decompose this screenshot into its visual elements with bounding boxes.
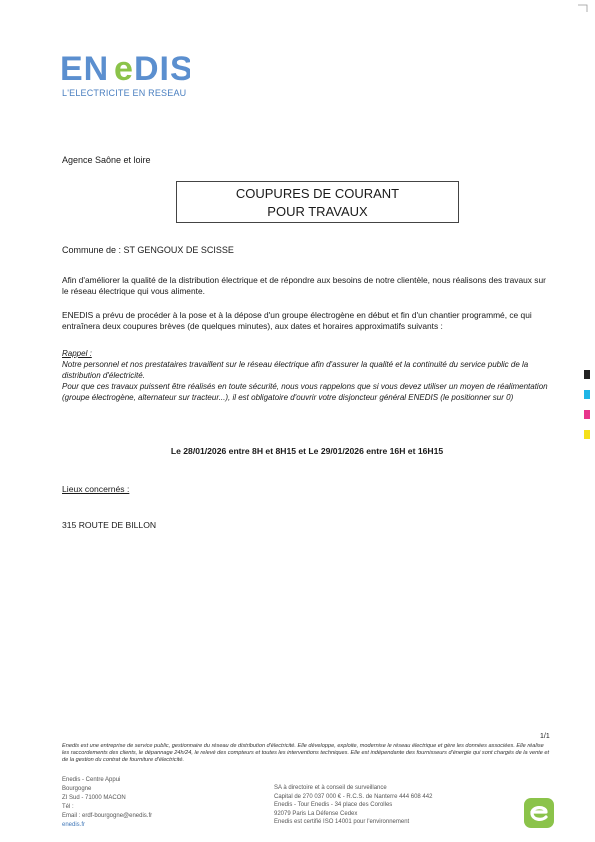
- print-color-bar-yellow: [584, 430, 590, 439]
- outage-dates: Le 28/01/2026 entre 8H et 8H15 et Le 29/01/2026 entre 16H et 16H15: [170, 446, 444, 456]
- outage-paragraph: ENEDIS a prévu de procéder à la pose et à la dépose d'un groupe électrogène en début et fin d'un chantier programmé, ce qui entraînera deux coupures brèves (de quelques minutes), aux dates et horaires approximatifs suivants :: [62, 310, 532, 331]
- footer-right-line-1: SA à directoire et à conseil de surveillance: [274, 785, 387, 791]
- page-number: 1/1: [540, 733, 550, 740]
- footer-left-line-1: Enedis - Centre Appui: [62, 777, 121, 783]
- rappel-title: Rappel :: [62, 349, 92, 358]
- logo-tagline: L'ELECTRICITE EN RESEAU: [62, 88, 187, 98]
- corner-print-mark: [578, 4, 588, 12]
- footer-company-info: [274, 784, 494, 827]
- legal-notice: Enedis est une entreprise de service public, gestionnaire du réseau de distribution d'électricité. Elle développe, exploite, modernise le réseau électrique et gère les données associées. Elle réalise les raccordements des clients, le dépannage 24h/24, le relevé des compteurs et toutes les interventions techniques. Elle est indépendante des fournisseurs d'énergie qui sont chargés de la vente et de la gestion du contrat de fourniture d'électricité.: [62, 743, 550, 763]
- footer-right-line-4: 92079 Paris La Défense Cedex: [274, 810, 358, 817]
- agence-label: Agence Saône et loire: [62, 155, 151, 165]
- commune-label: Commune de : ST GENGOUX DE SCISSE: [62, 245, 234, 255]
- title-line-1: COUPURES DE COURANT: [235, 186, 400, 201]
- footer-left-line-5: Email : erdf-bourgogne@enedis.fr: [62, 813, 153, 819]
- enedis-mark-icon: [524, 798, 554, 828]
- footer-contact: [62, 776, 262, 830]
- footer-left-line-3: ZI Sud - 71000 MACON: [62, 795, 126, 801]
- rappel-line-1: Notre personnel et nos prestataires travaillent sur le réseau électrique afin d'assurer la qualité et la continuité du service public de la distribution d'électricité.: [62, 360, 529, 380]
- enedis-logo: [60, 50, 190, 92]
- intro-paragraph: Afin d'améliorer la qualité de la distribution électrique et de répondre aux besoins de notre clientèle, nous réalisons des travaux sur le réseau électrique qui vous alimente.: [62, 275, 546, 296]
- title-box: [176, 181, 459, 223]
- svg-text:e: e: [114, 50, 134, 86]
- footer-left-line-2: Bourgogne: [62, 786, 92, 792]
- footer-right-line-5: Enedis est certifié ISO 14001 pour l'environnement: [274, 819, 410, 825]
- address-label: 315 ROUTE DE BILLON: [62, 520, 157, 530]
- footer-right-line-3: Enedis - Tour Enedis - 34 place des Corolles: [274, 802, 393, 808]
- enedis-logo-graphic: [60, 50, 190, 86]
- print-color-bar-cyan: [584, 390, 590, 399]
- rappel-block: [62, 348, 552, 403]
- title-line-2: POUR TRAVAUX: [267, 204, 368, 219]
- print-color-bar-magenta: [584, 410, 590, 419]
- footer-website: enedis.fr: [62, 822, 86, 828]
- footer-left-line-4: Tél :: [62, 804, 74, 810]
- svg-text:DIS: DIS: [134, 50, 190, 86]
- print-color-bar-black: [584, 370, 590, 379]
- svg-text:EN: EN: [60, 50, 110, 86]
- footer-right-line-2: Capital de 270 037 000 € - R.C.S. de Nanterre 444 608 442: [274, 793, 433, 800]
- lieux-label: Lieux concernés :: [62, 484, 130, 494]
- rappel-line-2: Pour que ces travaux puissent être réalisés en toute sécurité, nous vous rappelons que si vous devez utiliser un moyen de réalimentation (groupe électrogène, alternateur sur tracteur...), il est obligatoire d'ouvrir votre disjoncteur général ENEDIS (le positionner sur 0): [62, 382, 548, 402]
